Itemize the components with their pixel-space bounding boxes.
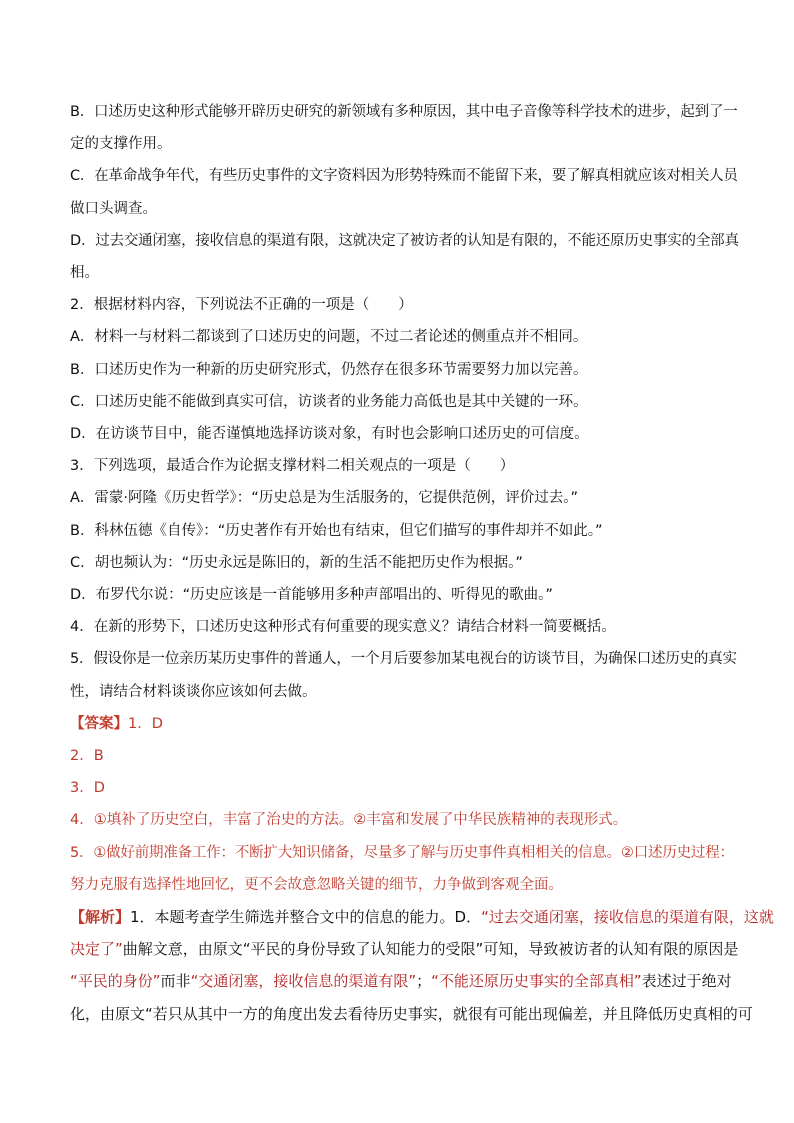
q3-option-d: D．布罗代尔说：“历史应该是一首能够用多种声部唱出的、听得见的歌曲。”: [70, 587, 553, 604]
analysis-line2-quote: 决定了”: [70, 940, 123, 959]
q1-option-d-line1: D．过去交通闭塞，接收信息的渠道有限，这就决定了被访者的认知是有限的，不能还原历史事实的全部真: [70, 232, 739, 249]
analysis-line3: [70, 965, 732, 997]
q5-stem-line2: 性，请结合材料谈谈你应该如何去做。: [70, 683, 317, 700]
answer-5-line2: 努力克服有选择性地回忆，更不会故意忽略关键的细节，力争做到客观全面。: [70, 876, 563, 893]
q3-option-b: B．科林伍德《自传》：“历史著作有开始也有结束，但它们描写的事件却并不如此。”: [70, 522, 603, 539]
q3-option-c: C．胡也频认为：“历史永远是陈旧的，新的生活不能把历史作为根据。”: [70, 554, 523, 571]
analysis-line3-sep: ；: [416, 972, 432, 991]
analysis-line2-text: 曲解文意，由原文“平民的身份导致了认知能力的受限”可知，导致被访者的认知有限的原因是: [122, 940, 739, 959]
q2-option-a: A．材料一与材料二都谈到了口述历史的问题，不过二者论述的侧重点并不相同。: [70, 329, 588, 346]
q5-stem-line1: 5．假设你是一位亲历某历史事件的普通人，一个月后要参加某电视台的访谈节目，为确保口述历史的真实: [70, 651, 737, 668]
q1-option-b-line1: B．口述历史这种形式能够开辟历史研究的新领域有多种原因，其中电子音像等科学技术的进步，起到了一: [70, 104, 738, 120]
analysis-line1-a: 1．本题考查学生筛选并整合文中的信息的能力。D．: [130, 908, 482, 927]
q2-stem: 2．根据材料内容，下列说法不正确的一项是（ ）: [70, 297, 413, 314]
answer-1-line: [70, 708, 724, 740]
analysis-line3-quote1: “平民的身份”: [70, 972, 161, 991]
answer-5-line1: 5．①做好前期准备工作：不断扩大知识储备，尽量多了解与历史事件真相相关的信息。②口述历史过程：: [70, 844, 734, 861]
q1-option-d-line2: 相。: [70, 265, 99, 282]
q1-option-c-line1: C．在革命战争年代，有些历史事件的文字资料因为形势特殊而不能留下来，要了解真相就应该对相关人员: [70, 168, 738, 185]
analysis-line1: [70, 901, 774, 933]
q2-option-d: D．在访谈节目中，能否谨慎地选择访谈对象，有时也会影响口述历史的可信度。: [70, 426, 589, 443]
q3-option-a: A．雷蒙·阿隆《历史哲学》：“历史总是为生活服务的，它提供范例，评价过去。”: [70, 490, 579, 507]
q2-option-b: B．口述历史作为一种新的历史研究形式，仍然存在很多环节需要努力加以完善。: [70, 361, 588, 378]
analysis-label: 【解析】: [70, 908, 131, 927]
q2-option-c: C．口述历史能不能做到真实可信，访谈者的业务能力高低也是其中关键的一环。: [70, 393, 588, 410]
q3-stem: 3．下列选项，最适合作为论据支撑材料二相关观点的一项是（ ）: [70, 458, 515, 475]
answer-2: 2．B: [70, 748, 104, 765]
answer-4: 4．①填补了历史空白，丰富了治史的方法。②丰富和发展了中华民族精神的表现形式。: [70, 812, 628, 829]
q4-stem: 4．在新的形势下，口述历史这种形式有何重要的现实意义？请结合材料一简要概括。: [70, 619, 616, 636]
answer-3: 3．D: [70, 780, 105, 797]
analysis-line3-text2: 表述过于绝对: [641, 972, 732, 991]
analysis-line3-quote3: “不能还原历史事实的全部真相”: [431, 972, 642, 991]
analysis-line3-quote2: “交通闭塞，接收信息的渠道有限”: [190, 972, 417, 991]
analysis-line4: 化，由原文“若只从其中一方的角度出发去看待历史事实，就很有可能出现偏差，并且降低历史真相的可: [70, 1004, 753, 1023]
analysis-line1-quote: “过去交通闭塞，接收信息的渠道有限，这就: [481, 908, 774, 927]
answer-1: 1．D: [128, 715, 163, 732]
analysis-line2: [70, 933, 739, 965]
q1-option-c-line2: 做口头调查。: [70, 200, 157, 217]
analysis-section: [70, 901, 774, 1030]
analysis-line3-text1: 而非: [160, 972, 191, 991]
answer-label: 【答案】: [70, 715, 128, 732]
q1-option-b-line2: 定的支撑作用。: [70, 136, 172, 153]
